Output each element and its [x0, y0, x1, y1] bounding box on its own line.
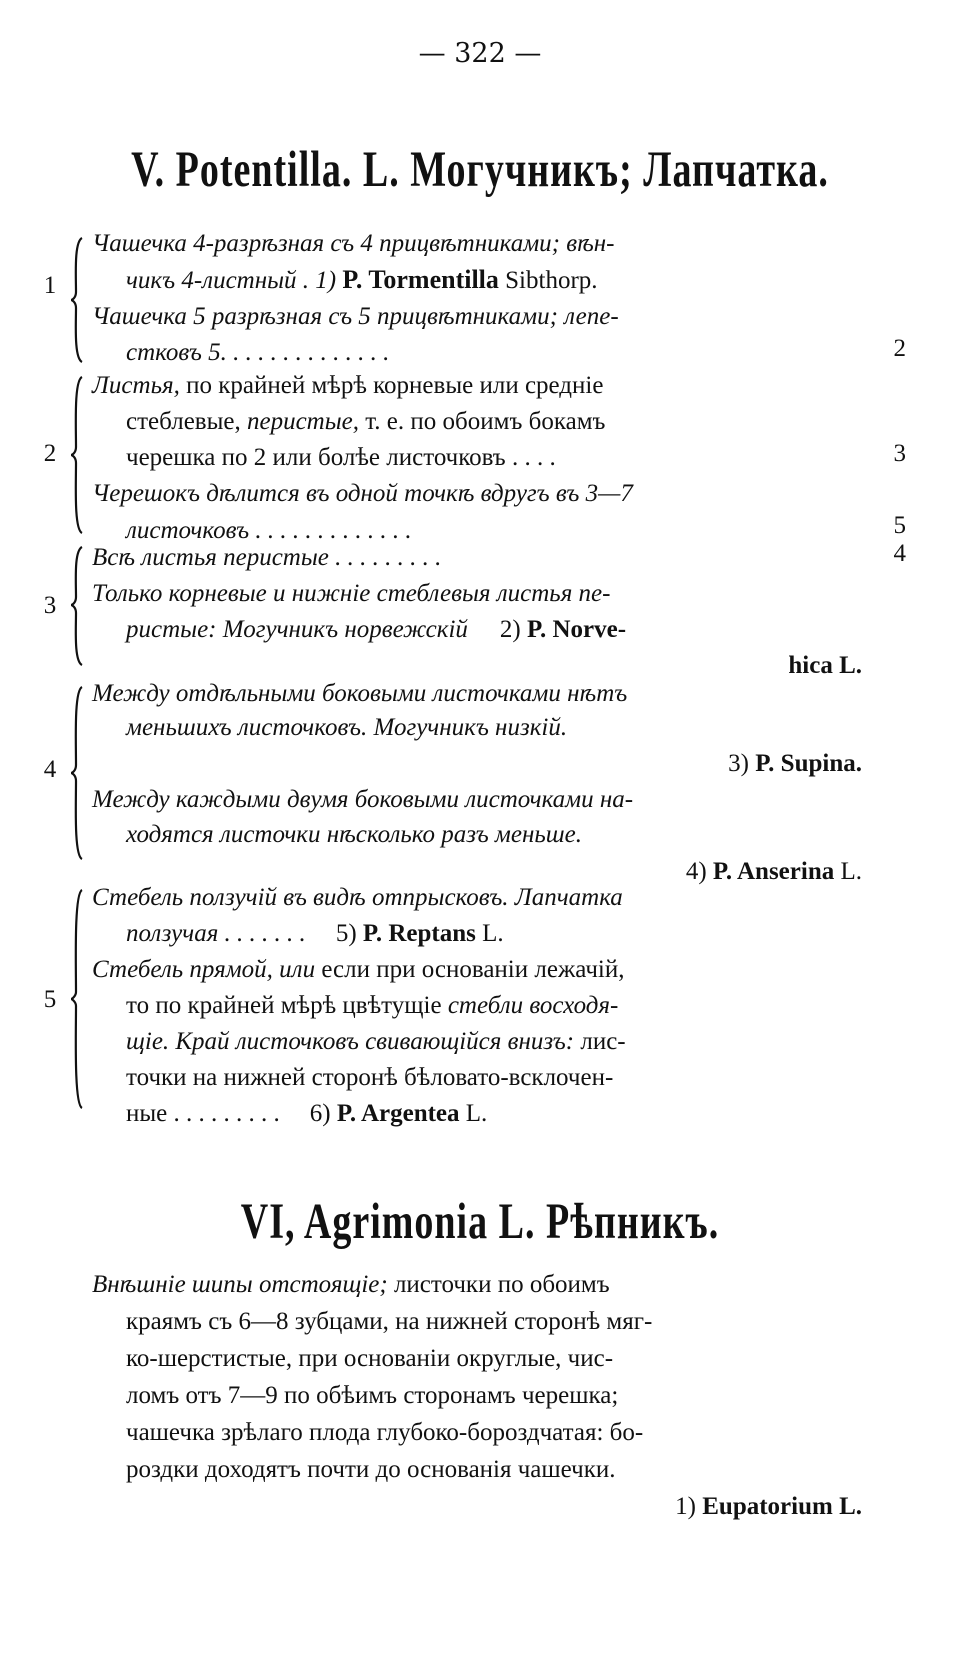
goto-2: 2 [893, 335, 906, 362]
couplet-number-4: 4 [43, 756, 57, 783]
text-line: ломъ отъ 7—9 по обѣимъ сторонамъ черешка; [126, 1382, 619, 1409]
text-line: ползучая . . . . . . . 5) P. Reptans L. [126, 920, 504, 947]
text-line: Черешокъ дѣлится въ одной точкѣ вдругъ въ 3—7 [92, 480, 633, 507]
text-line: листочковъ . . . . . . . . . . . . . [126, 517, 412, 544]
text-line: Всѣ листья перистые . . . . . . . . . [92, 544, 442, 571]
text-line: Внѣшніе шипы отстоящіе; листочки по обоимъ [92, 1271, 610, 1298]
couplet-number-5: 5 [43, 986, 57, 1013]
text-line: меньшихъ листочковъ. Могучникъ низкій. [126, 714, 568, 741]
section-heading-potentilla: V. Potentilla. L. Могучникъ; Лапчатка. [131, 141, 829, 199]
page-number: — 322 — [418, 38, 542, 69]
text-line: чикъ 4-листный . 1) P. Tormentilla Sibthorp. [126, 265, 598, 294]
goto-5: 5 [893, 512, 906, 539]
text-line: 3) P. Supina. [728, 750, 862, 777]
text-line: Чашечка 5 разрѣзная съ 5 прицвѣтниками; лепе- [92, 303, 619, 330]
text-line: Только корневые и нижніе стеблевыя листья пе- [92, 580, 611, 607]
text-line: Стебель прямой, или если при основаніи лежачій, [92, 956, 625, 983]
text-line: черешка по 2 или болѣе листочковъ . . . . [126, 444, 556, 471]
brace-1 [70, 236, 84, 364]
text-line: 4) P. Anserina L. [685, 858, 862, 885]
text-line: то по крайней мѣрѣ цвѣтущіе стебли восходя- [126, 992, 619, 1019]
text-line: Между каждыми двумя боковыми листочками на- [92, 786, 634, 813]
text-line: чашечка зрѣлаго плода глубоко-бороздчатая: бо- [126, 1419, 644, 1446]
text-line: щіе. Край листочковъ свивающійся внизъ: лис- [126, 1028, 626, 1055]
couplet-number-3: 3 [43, 592, 57, 619]
text-line: ко-шерстистые, при основаніи округлые, чис- [126, 1345, 614, 1372]
brace-5 [70, 888, 84, 1110]
text-line: стковъ 5. . . . . . . . . . . . . . [126, 339, 390, 366]
text-line: ристые: Могучникъ норвежскій 2) P. Norve- [126, 616, 627, 643]
goto-4: 4 [893, 540, 906, 567]
text-line: краямъ съ 6—8 зубцами, на нижней сторонѣ мяг- [126, 1308, 653, 1335]
text-line: ходятся листочки нѣсколько разъ меньше. [126, 821, 582, 848]
brace-3 [70, 545, 84, 667]
section-heading-agrimonia: VI, Agrimonia L. Рѣпникъ. [240, 1193, 720, 1251]
text-line: Листья, по крайней мѣрѣ корневые или средніе [92, 372, 604, 399]
brace-4 [70, 685, 84, 861]
couplet-number-1: 1 [43, 272, 57, 299]
text-line: роздки доходятъ почти до основанія чашечки. [126, 1456, 616, 1483]
text-line: стеблевые, перистые, т. е. по обоимъ бокамъ [126, 408, 606, 435]
text-line: точки на нижней сторонѣ бѣловато-всклочен- [126, 1064, 614, 1091]
text-line: 1) Eupatorium L. [675, 1493, 862, 1520]
text-line: ные . . . . . . . . . 6) P. Argentea L. [126, 1100, 488, 1127]
text-line: Стебель ползучій въ видѣ отпрысковъ. Лапчатка [92, 884, 623, 911]
text-line: Между отдѣльными боковыми листочками нѣтъ [92, 680, 628, 707]
text-line: Чашечка 4-разрѣзная съ 4 прицвѣтниками; вѣн- [92, 230, 615, 257]
couplet-number-2: 2 [43, 440, 57, 467]
brace-2 [70, 375, 84, 535]
text-line: hica L. [788, 652, 862, 679]
goto-3: 3 [893, 440, 906, 467]
